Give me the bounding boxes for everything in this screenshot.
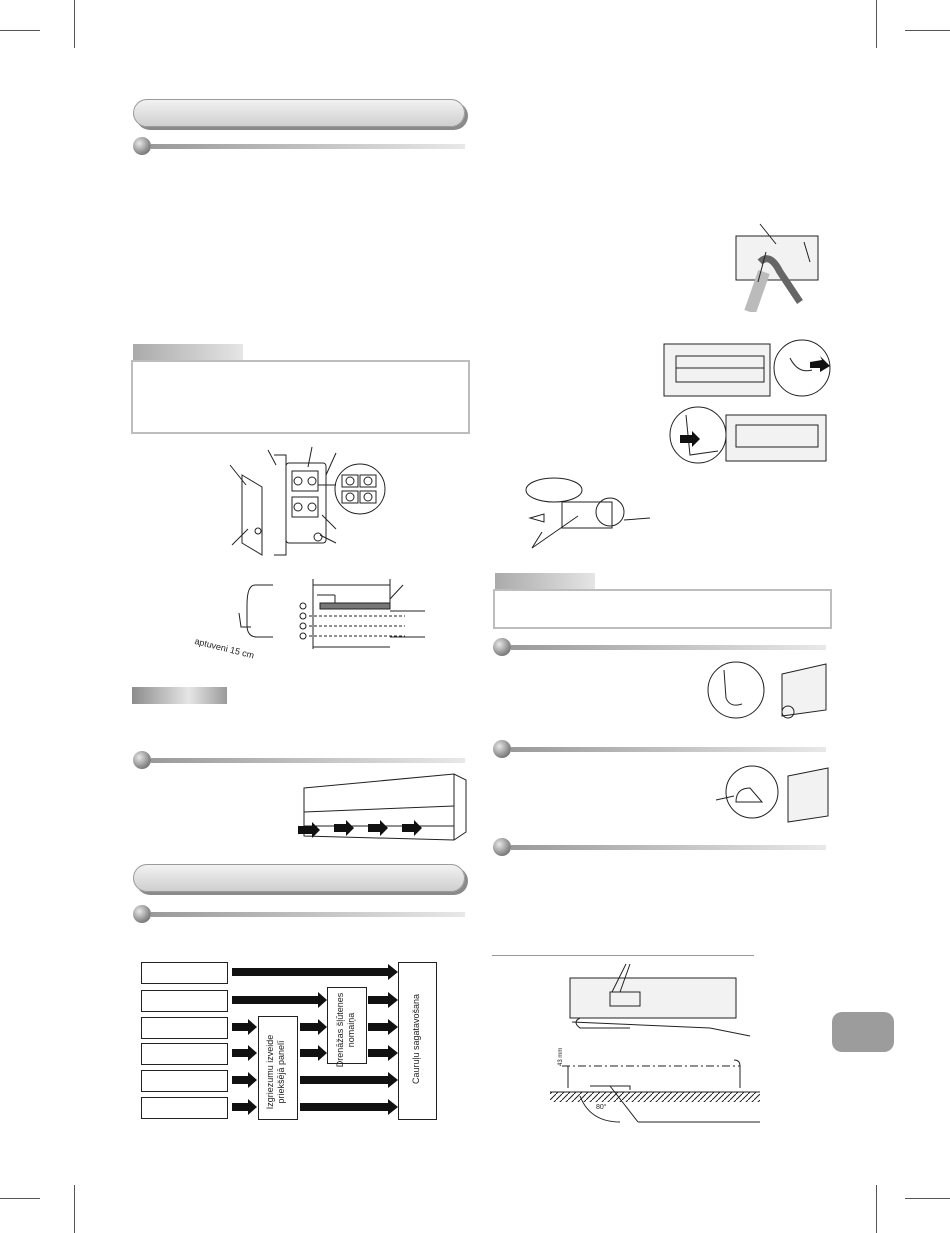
pipe-bending-photo (730, 222, 820, 312)
pipe-hook-illustration-1 (706, 660, 831, 730)
cable-stripping-diagram (225, 575, 430, 660)
drain-hose-removal-bottom (666, 405, 831, 467)
panel-cutouts-label: Izgriezumu izveide priekšējā panelī (265, 1034, 286, 1110)
crop-mark (876, 0, 877, 48)
section-header-2 (133, 864, 465, 892)
subsection-header-4 (493, 638, 826, 656)
drain-hose-removal-top (662, 338, 837, 400)
dimension-43mm-label: 43 mm (558, 1047, 564, 1066)
flow-box-2 (141, 990, 228, 1012)
crop-mark (74, 1185, 75, 1233)
subsection-header-5 (493, 740, 826, 758)
flow-box-1 (141, 962, 228, 984)
flow-box-6 (141, 1097, 228, 1119)
terminal-wiring-diagram (226, 445, 386, 560)
flow-box-3 (141, 1017, 228, 1039)
indoor-unit-illustration (294, 770, 472, 848)
crop-mark (905, 30, 950, 31)
divider-line (492, 955, 754, 956)
subsection-header-1 (133, 137, 465, 155)
section-header-1 (133, 99, 465, 127)
caution-label-bar (132, 687, 227, 704)
note-box (131, 360, 470, 434)
pipe-preparation-label: Cauruļu sagatavošana (411, 993, 421, 1085)
flow-arrows (228, 960, 400, 1122)
drain-hose-label: Drenāžas šļūtenes nomaiņa (335, 992, 356, 1068)
crop-mark (0, 30, 40, 31)
flow-box-4 (141, 1043, 228, 1065)
subsection-header-6 (493, 838, 826, 856)
note-box-2 (493, 589, 832, 629)
flow-box-5 (141, 1070, 228, 1092)
dimension-80-degree-label: 80° (596, 1104, 607, 1111)
crop-mark (876, 1185, 877, 1233)
crop-mark (0, 1198, 40, 1199)
pipe-hook-illustration-2 (706, 764, 831, 834)
installation-plate-diagram (550, 962, 765, 1130)
subsection-header-3 (133, 905, 465, 923)
subsection-header-2 (133, 751, 465, 769)
page-tab (832, 1012, 894, 1052)
crop-mark (905, 1198, 950, 1199)
drain-cap-wrench-diagram (520, 474, 660, 554)
crop-mark (74, 0, 75, 48)
approx-length-label: aptuveni 15 cm (193, 636, 256, 661)
